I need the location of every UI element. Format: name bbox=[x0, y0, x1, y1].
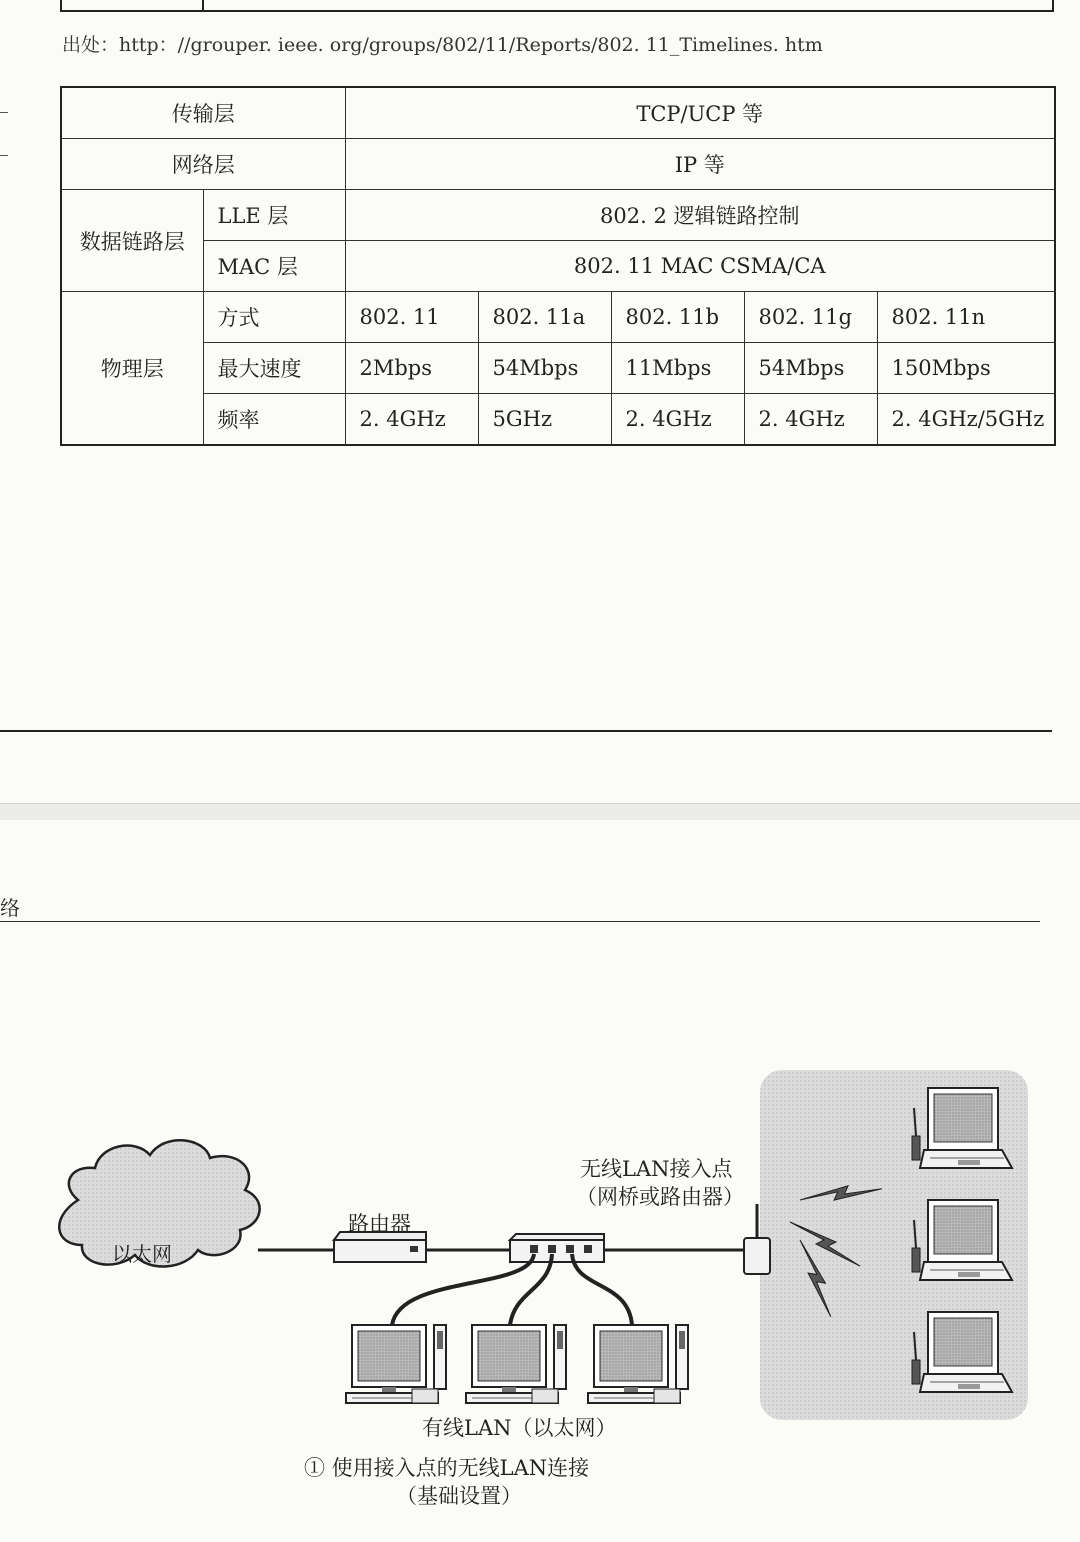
network-layer-value: IP 等 bbox=[345, 139, 1055, 190]
switch-hub-icon bbox=[510, 1234, 604, 1262]
physical-row-label: 方式 bbox=[203, 292, 345, 343]
physical-row-label: 最大速度 bbox=[203, 343, 345, 394]
table-row bbox=[61, 190, 1055, 241]
network-layer-label: 网络层 bbox=[61, 139, 345, 190]
table-row bbox=[61, 343, 1055, 394]
table-row bbox=[61, 87, 1055, 139]
table-row bbox=[61, 241, 1055, 292]
transport-layer-label: 传输层 bbox=[61, 87, 345, 139]
table-cell: 2. 4GHz/5GHz bbox=[877, 394, 1055, 446]
table-cell: 802. 11b bbox=[611, 292, 744, 343]
table-cell: 802. 11 bbox=[345, 292, 478, 343]
table-row bbox=[61, 139, 1055, 190]
section-heading-fragment: 络 bbox=[0, 896, 20, 920]
router-label: 路由器 bbox=[348, 1212, 411, 1236]
protocol-layer-table bbox=[60, 86, 1056, 446]
figure-caption-sub: （基础设置） bbox=[396, 1484, 522, 1508]
margin-mark bbox=[0, 112, 8, 113]
table-cell: 54Mbps bbox=[478, 343, 611, 394]
laptop-icon bbox=[912, 1200, 1012, 1280]
table-cell: 2. 4GHz bbox=[744, 394, 877, 446]
page-bottom-rule bbox=[0, 730, 1052, 732]
datalink-layer-label: 数据链路层 bbox=[61, 190, 203, 292]
table-row bbox=[61, 394, 1055, 446]
table-row bbox=[61, 292, 1055, 343]
physical-layer-label: 物理层 bbox=[61, 292, 203, 446]
page-separator bbox=[0, 803, 1080, 821]
previous-table-bottom bbox=[60, 0, 1054, 12]
mac-layer-label: MAC 层 bbox=[203, 241, 345, 292]
table-cell: 2. 4GHz bbox=[611, 394, 744, 446]
source-citation: 出处：http：//grouper. ieee. org/groups/802/11/Reports/802. 11_Timelines. htm bbox=[62, 34, 823, 56]
table-cell: 54Mbps bbox=[744, 343, 877, 394]
laptop-icon bbox=[912, 1088, 1012, 1168]
ethernet-label: 以太网 bbox=[112, 1242, 172, 1266]
table-cell: 802. 11a bbox=[478, 292, 611, 343]
figure-caption: ① 使用接入点的无线LAN连接 bbox=[304, 1456, 590, 1480]
margin-mark bbox=[0, 155, 8, 156]
wired-lan-label: 有线LAN（以太网） bbox=[422, 1416, 617, 1440]
desktop-computer-icon bbox=[346, 1325, 446, 1403]
table-cell: 2. 4GHz bbox=[345, 394, 478, 446]
desktop-computer-icon bbox=[588, 1325, 688, 1403]
laptop-icon bbox=[912, 1312, 1012, 1392]
access-point-sublabel: （网桥或路由器） bbox=[576, 1185, 744, 1209]
desktop-computer-icon bbox=[466, 1325, 566, 1403]
access-point-label: 无线LAN接入点 bbox=[580, 1157, 733, 1181]
table-cell: 5GHz bbox=[478, 394, 611, 446]
lle-layer-label: LLE 层 bbox=[203, 190, 345, 241]
table-cell: 2Mbps bbox=[345, 343, 478, 394]
table-cell: 11Mbps bbox=[611, 343, 744, 394]
lower-page bbox=[0, 820, 1080, 1542]
lle-layer-value: 802. 2 逻辑链路控制 bbox=[345, 190, 1055, 241]
transport-layer-value: TCP/UCP 等 bbox=[345, 87, 1055, 139]
table-cell: 150Mbps bbox=[877, 343, 1055, 394]
mac-layer-value: 802. 11 MAC CSMA/CA bbox=[345, 241, 1055, 292]
table-cell: 802. 11g bbox=[744, 292, 877, 343]
table-cell: 802. 11n bbox=[877, 292, 1055, 343]
physical-row-label: 频率 bbox=[203, 394, 345, 446]
